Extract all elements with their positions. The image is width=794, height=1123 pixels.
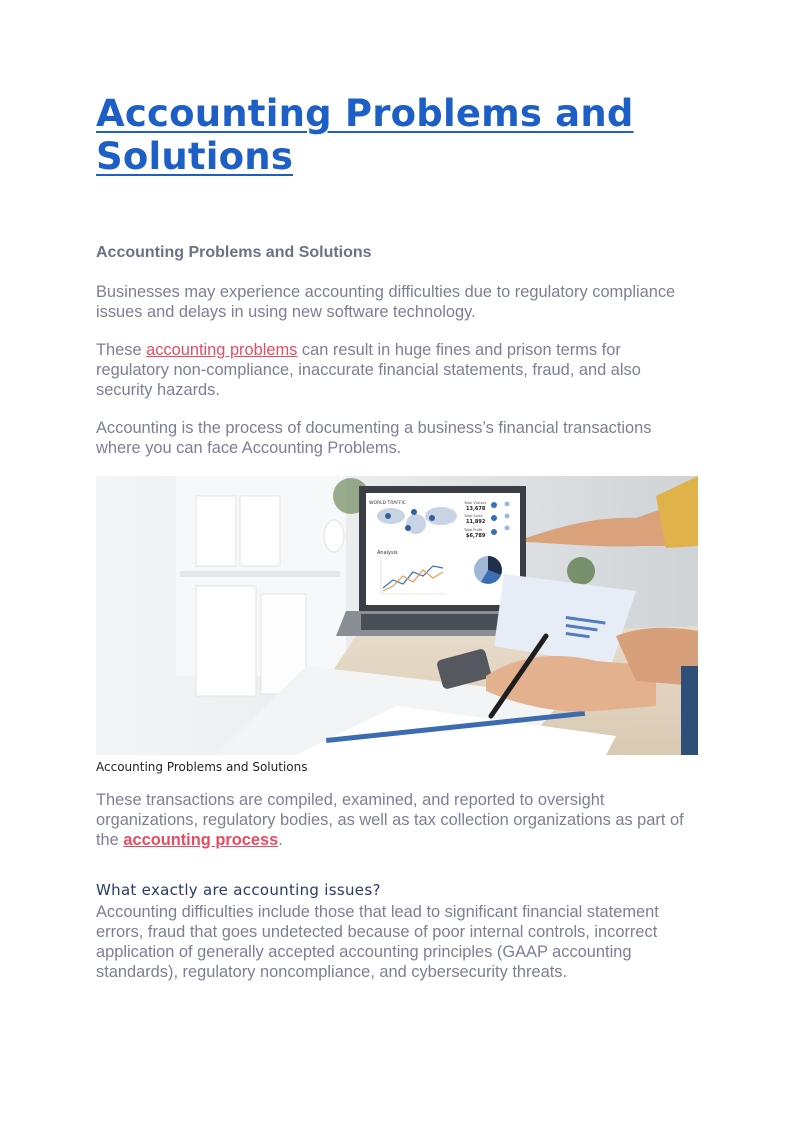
page-title[interactable]: Accounting Problems and Solutions [96,92,634,178]
process-paragraph [96,790,696,850]
laptop-analysis-label: Analysis [377,550,398,556]
image-caption: Accounting Problems and Solutions [96,760,308,774]
section-heading: What exactly are accounting issues? [96,881,381,899]
intro-paragraph: Businesses may experience accounting difficulties due to regulatory compliance issues and delays in using new software technology. [96,283,676,321]
paragraph-text: These [96,341,147,359]
stat-label: Total Profit [464,528,483,532]
stat-value: $6,789 [466,533,486,539]
paragraph-text: can result in huge fines and prison terms for regulatory non-compliance, inaccurate financial statements, fraud, and also security hazards. [96,341,641,399]
stat-value: 11,892 [466,519,486,525]
fines-paragraph [96,340,696,400]
stat-label: Total Sales [464,514,483,518]
stat-label: Total Visitors [464,501,487,505]
laptop-map-title: WORLD TRAFFIC [369,501,406,506]
accounting-problems-link[interactable]: accounting problems [146,341,298,359]
paragraph-text: These transactions are compiled, examined, and reported to oversight organizations, regulatory bodies, as well as tax collection organizations as part of the [96,791,684,849]
document-page [96,92,700,981]
paragraph-text: . [278,831,283,849]
issues-paragraph: Accounting difficulties include those that lead to significant financial statement errors, fraud that goes undetected because of poor internal controls, incorrect application of generally accepted accounting principles (GAAP accounting standards), regulatory noncompliance, and cybersecurity threats. [96,903,659,981]
accounting-process-link[interactable]: accounting process [123,831,279,849]
subheading: Accounting Problems and Solutions [96,244,372,261]
definition-paragraph: Accounting is the process of documenting a business’s financial transactions where you can face Accounting Problems. [96,419,652,457]
accounting-photo [96,476,698,755]
stat-value: 13,678 [466,506,486,512]
